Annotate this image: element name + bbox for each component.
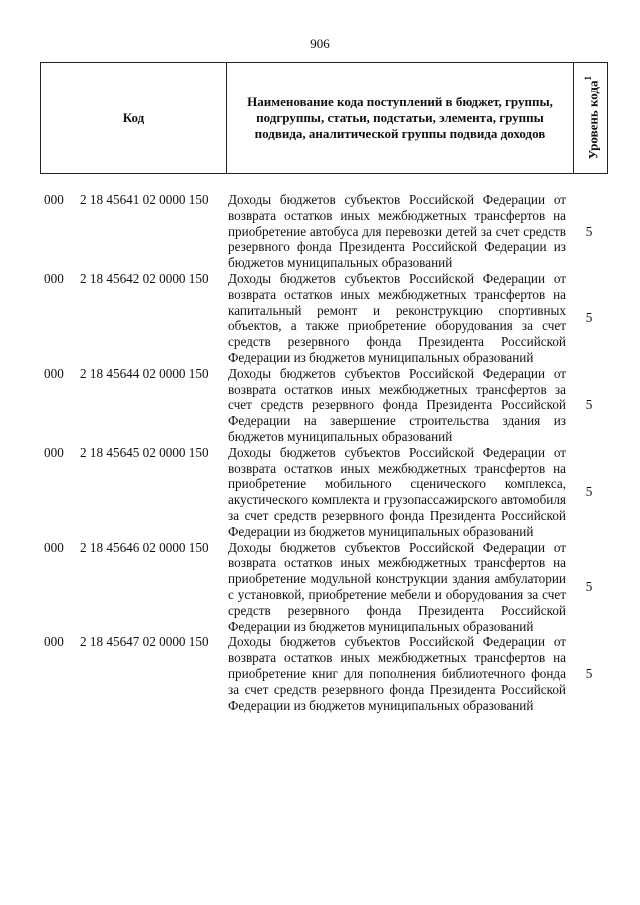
row-code: 2 18 45641 02 0000 150: [80, 192, 209, 207]
row-level: 5: [585, 579, 593, 595]
row-level: 5: [585, 310, 593, 326]
page-number: 906: [310, 36, 330, 51]
row-prefix: 000: [44, 365, 64, 381]
table-row: [40, 192, 608, 271]
row-level: 5: [585, 397, 593, 413]
row-prefix: 000: [44, 634, 64, 650]
table-body: [40, 192, 608, 713]
table-header: [40, 62, 608, 174]
header-level-label: Уровень кода: [585, 80, 601, 160]
row-name: Доходы бюджетов субъектов Российской Федерации от возврата остатков иных межбюджетных трансфертов за счет средств резервного фонда Президента Российской Федерации на завершение строительства здания из бюджетов муниципальных образований: [228, 365, 566, 444]
row-code: 2 18 45646 02 0000 150: [80, 539, 209, 555]
table-row: [40, 540, 608, 635]
row-prefix: 000: [44, 270, 64, 286]
row-code: 2 18 45644 02 0000 150: [80, 365, 209, 381]
row-code: 2 18 45647 02 0000 150: [80, 634, 209, 650]
row-code: 2 18 45645 02 0000 150: [80, 444, 209, 460]
row-name: Доходы бюджетов субъектов Российской Федерации от возврата остатков иных межбюджетных трансфертов на приобретение книг для пополнения библиотечного фонда за счет средств резервного фонда Президента Российской Федерации из бюджетов муниципальных образований: [228, 634, 566, 713]
table-row: [40, 445, 608, 540]
row-name: Доходы бюджетов субъектов Российской Федерации от возврата остатков иных межбюджетных трансфертов на приобретение модульной конструкции здания амбулатории с установкой, приобретение мебели и оборудования за счет средств резервного фонда Президента Российской Федерации из бюджетов муниципальных образований: [228, 539, 566, 634]
header-code: Код: [41, 63, 227, 173]
row-code: 2 18 45642 02 0000 150: [80, 270, 209, 286]
row-name: Доходы бюджетов субъектов Российской Федерации от возврата остатков иных межбюджетных трансфертов на капитальный ремонт и реконструкцию спортивных объектов, а также приобретение оборудования за счет средств резервного фонда Президента Российской Федерации из бюджетов муниципальных образований: [228, 270, 566, 365]
row-name: Доходы бюджетов субъектов Российской Федерации от возврата остатков иных межбюджетных трансфертов на приобретение автобуса для перевозки детей за счет средств резервного фонда Президента Российской Федерации из бюджетов муниципальных образований: [228, 192, 566, 271]
row-prefix: 000: [44, 444, 64, 460]
header-level: [574, 63, 607, 173]
row-prefix: 000: [44, 192, 64, 207]
table-row: [40, 271, 608, 366]
header-name: Наименование кода поступлений в бюджет, группы, подгруппы, статьи, подстатьи, элемента, группы подвида, аналитической группы подвида доходов: [227, 63, 574, 173]
row-prefix: 000: [44, 539, 64, 555]
row-level: 5: [585, 665, 593, 681]
table-row: [40, 634, 608, 713]
row-name: Доходы бюджетов субъектов Российской Федерации от возврата остатков иных межбюджетных трансфертов на приобретение мобильного сценического комплекса, акустического комплекта и грузопассажирского автомобиля за счет средств резервного фонда Президента Российской Федерации из бюджетов муниципальных образований: [228, 444, 566, 539]
row-level: 5: [585, 223, 593, 239]
row-level: 5: [585, 484, 593, 500]
table-row: [40, 366, 608, 445]
header-level-footnote: 1: [582, 76, 593, 81]
